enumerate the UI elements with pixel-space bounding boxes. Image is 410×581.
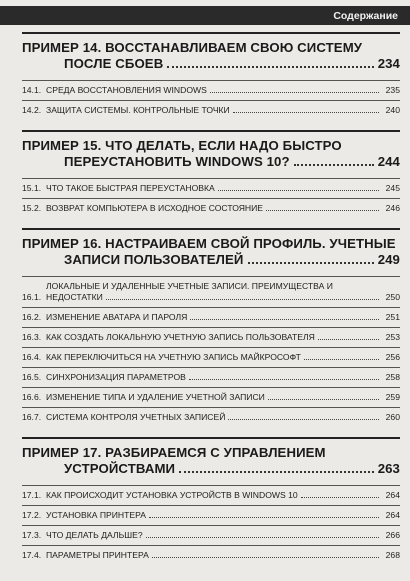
entry-list: [22, 485, 400, 565]
leader-dots: [294, 164, 374, 166]
entry-text: ЧТО ДЕЛАТЬ ДАЛЬШЕ?: [46, 530, 143, 540]
toc-entry[interactable]: [22, 348, 400, 368]
entry-number: 17.1.: [22, 490, 42, 500]
chapter-title[interactable]: [22, 236, 400, 268]
entry-text: СРЕДА ВОССТАНОВЛЕНИЯ WINDOWS: [46, 85, 207, 95]
entry-number: 16.1.: [22, 292, 42, 302]
entry-number: 16.3.: [22, 332, 42, 342]
toc-entry[interactable]: [22, 308, 400, 328]
chapter-title[interactable]: [22, 445, 400, 477]
entry-list: [22, 276, 400, 427]
entry-page: 268: [385, 550, 400, 560]
entry-number: 15.2.: [22, 203, 42, 213]
entry-page: 246: [385, 203, 400, 213]
entry-text: КАК СОЗДАТЬ ЛОКАЛЬНУЮ УЧЕТНУЮ ЗАПИСЬ ПОЛЬЗОВАТЕЛЯ: [46, 332, 315, 342]
table-of-contents: [22, 32, 400, 565]
entry-text: ЗАЩИТА СИСТЕМЫ. КОНТРОЛЬНЫЕ ТОЧКИ: [46, 105, 230, 115]
toc-entry[interactable]: [22, 199, 400, 218]
entry-text: КАК ПРОИСХОДИТ УСТАНОВКА УСТРОЙСТВ В WINDOWS 10: [46, 490, 298, 500]
chapter-page: 263: [377, 461, 400, 476]
leader-dots: [152, 557, 379, 558]
entry-page: 258: [385, 372, 400, 382]
toc-entry[interactable]: [22, 408, 400, 427]
entry-page: 253: [385, 332, 400, 342]
entry-text: КАК ПЕРЕКЛЮЧИТЬСЯ НА УЧЕТНУЮ ЗАПИСЬ МАЙКРОСОФТ: [46, 352, 301, 362]
leader-dots: [268, 399, 379, 400]
leader-dots: [146, 537, 379, 538]
entry-number: 14.2.: [22, 105, 42, 115]
chapter-title[interactable]: [22, 40, 400, 72]
entry-page: 250: [385, 292, 400, 302]
chapter-title[interactable]: [22, 138, 400, 170]
toc-entry[interactable]: [22, 368, 400, 388]
chapter-title-line2: УСТРОЙСТВАМИ: [64, 461, 176, 476]
header-title: Содержание: [333, 9, 398, 22]
entry-text: ЧТО ТАКОЕ БЫСТРАЯ ПЕРЕУСТАНОВКА: [46, 183, 215, 193]
entry-text: ПАРАМЕТРЫ ПРИНТЕРА: [46, 550, 149, 560]
leader-dots: [248, 262, 374, 264]
entry-number: 17.2.: [22, 510, 42, 520]
entry-page: 235: [385, 85, 400, 95]
toc-entry[interactable]: [22, 328, 400, 348]
entry-list: [22, 178, 400, 218]
entry-text: ИЗМЕНЕНИЕ ТИПА И УДАЛЕНИЕ УЧЕТНОЙ ЗАПИСИ: [46, 392, 265, 402]
entry-text: ЛОКАЛЬНЫЕ И УДАЛЕННЫЕ УЧЕТНЫЕ ЗАПИСИ. ПРЕИМУЩЕСТВА И: [46, 281, 333, 291]
entry-list: [22, 80, 400, 120]
entry-number: 17.3.: [22, 530, 42, 540]
chapter-title-line1: ПРИМЕР 16. НАСТРАИВАЕМ СВОЙ ПРОФИЛЬ. УЧЕТНЫЕ: [22, 236, 396, 251]
entry-page: 256: [385, 352, 400, 362]
toc-entry[interactable]: [22, 546, 400, 565]
leader-dots: [228, 419, 379, 420]
toc-entry[interactable]: [22, 526, 400, 546]
leader-dots: [189, 379, 379, 380]
entry-text: СИНХРОНИЗАЦИЯ ПАРАМЕТРОВ: [46, 372, 186, 382]
entry-text: СИСТЕМА КОНТРОЛЯ УЧЕТНЫХ ЗАПИСЕЙ: [46, 412, 226, 422]
entry-number: 16.5.: [22, 372, 42, 382]
header-bar: [0, 6, 410, 25]
toc-entry[interactable]: [22, 101, 400, 120]
chapter-17: [22, 437, 400, 565]
toc-entry[interactable]: [22, 506, 400, 526]
leader-dots: [304, 359, 379, 360]
leader-dots: [190, 319, 379, 320]
leader-dots: [149, 517, 379, 518]
entry-number: 15.1.: [22, 183, 42, 193]
chapter-title-line2: ПЕРЕУСТАНОВИТЬ WINDOWS 10?: [64, 154, 290, 169]
toc-entry[interactable]: [22, 277, 400, 308]
chapter-page: 234: [377, 56, 400, 71]
toc-entry[interactable]: [22, 81, 400, 101]
entry-number: 17.4.: [22, 550, 42, 560]
chapter-title-line1: ПРИМЕР 17. РАЗБИРАЕМСЯ С УПРАВЛЕНИЕМ: [22, 445, 326, 460]
entry-page: 240: [385, 105, 400, 115]
entry-number: 16.4.: [22, 352, 42, 362]
entry-text: ИЗМЕНЕНИЕ АВАТАРА И ПАРОЛЯ: [46, 312, 188, 322]
toc-entry[interactable]: [22, 388, 400, 408]
chapter-title-line1: ПРИМЕР 15. ЧТО ДЕЛАТЬ, ЕСЛИ НАДО БЫСТРО: [22, 138, 342, 153]
leader-dots: [266, 210, 379, 211]
entry-page: 245: [385, 183, 400, 193]
leader-dots: [210, 92, 379, 93]
entry-number: 16.7.: [22, 412, 42, 422]
entry-page: 264: [385, 490, 400, 500]
entry-page: 251: [385, 312, 400, 322]
leader-dots: [179, 471, 374, 473]
leader-dots: [167, 66, 373, 68]
chapter-14: [22, 32, 400, 120]
chapter-title-line1: ПРИМЕР 14. ВОССТАНАВЛИВАЕМ СВОЮ СИСТЕМУ: [22, 40, 363, 55]
leader-dots: [106, 299, 379, 300]
entry-text-line2: НЕДОСТАТКИ: [46, 292, 103, 302]
chapter-16: [22, 228, 400, 427]
leader-dots: [301, 497, 379, 498]
chapter-title-line2: ЗАПИСИ ПОЛЬЗОВАТЕЛЕЙ: [64, 252, 244, 267]
leader-dots: [318, 339, 379, 340]
entry-page: 266: [385, 530, 400, 540]
entry-number: 16.2.: [22, 312, 42, 322]
leader-dots: [233, 112, 379, 113]
chapter-page: 249: [377, 252, 400, 267]
entry-page: 260: [385, 412, 400, 422]
chapter-15: [22, 130, 400, 218]
leader-dots: [218, 190, 379, 191]
entry-number: 16.6.: [22, 392, 42, 402]
chapter-title-line2: ПОСЛЕ СБОЕВ: [64, 56, 164, 71]
entry-text: УСТАНОВКА ПРИНТЕРА: [46, 510, 146, 520]
entry-text: ВОЗВРАТ КОМПЬЮТЕРА В ИСХОДНОЕ СОСТОЯНИЕ: [46, 203, 264, 213]
entry-page: 259: [385, 392, 400, 402]
entry-number: 14.1.: [22, 85, 42, 95]
entry-page: 264: [385, 510, 400, 520]
toc-entry[interactable]: [22, 486, 400, 506]
toc-entry[interactable]: [22, 179, 400, 199]
chapter-page: 244: [377, 154, 400, 169]
